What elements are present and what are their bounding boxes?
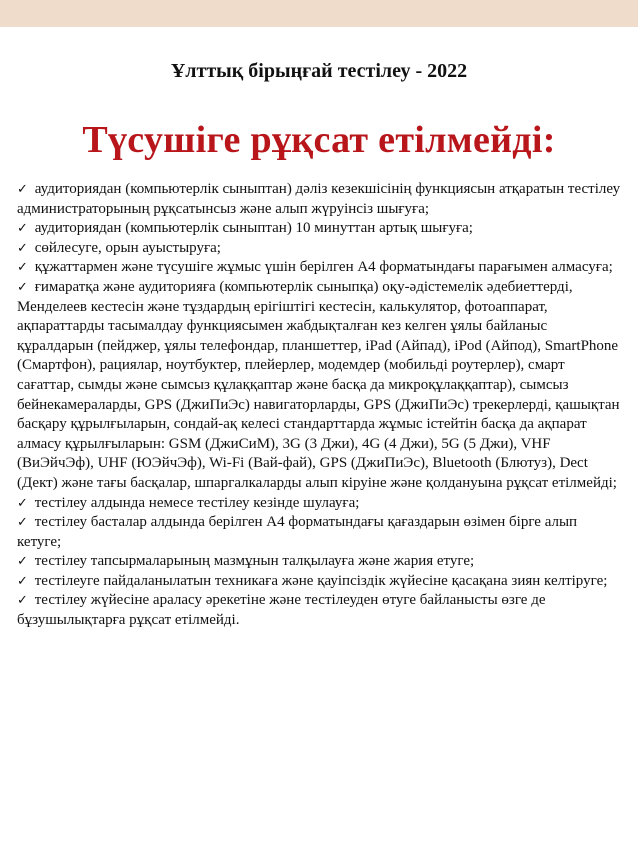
rule-item bbox=[17, 552, 625, 572]
check-mark-icon: ✓ bbox=[17, 279, 28, 295]
rule-text: тестілеу алдында немесе тестілеу кезінде шулауға; bbox=[34, 494, 360, 511]
check-mark-icon: ✓ bbox=[17, 182, 28, 197]
rule-item bbox=[17, 513, 625, 552]
check-mark-icon: ✓ bbox=[17, 260, 28, 276]
rule-item bbox=[17, 239, 625, 259]
rule-text: аудиториядан (компьютерлік сыныптан) дәліз кезекшісінің функциясын атқаратын тестілеу администраторының рұқсатынсыз және алып жүруінсіз шығуға; bbox=[17, 181, 621, 217]
rule-text: тестілеу тапсырмаларының мазмұнын талқылауға және жария етуге; bbox=[34, 553, 475, 570]
rule-item bbox=[17, 278, 625, 494]
rule-item bbox=[17, 180, 625, 219]
rule-text: тестілеу жүйесіне араласу әрекетіне және тестілеуден өтуге байланысты өзге де бұзушылықтарға рұқсат етілмейді. bbox=[17, 592, 546, 629]
rule-item bbox=[17, 572, 625, 592]
rule-text: құжаттармен және түсушіге жұмыс үшін берілген А4 форматындағы парағымен алмасуға; bbox=[34, 259, 613, 276]
check-mark-icon: ✓ bbox=[17, 495, 28, 511]
check-mark-icon: ✓ bbox=[17, 573, 28, 589]
rule-text: тестілеу басталар алдында берілген А4 форматындағы қағаздарын өзімен бірге алып кетуге; bbox=[17, 514, 578, 550]
rule-text: аудиториядан (компьютерлік сыныптан) 10 минуттан артық шығуға; bbox=[34, 220, 473, 237]
rule-item bbox=[17, 591, 625, 630]
rule-item bbox=[17, 219, 625, 239]
check-mark-icon: ✓ bbox=[17, 554, 28, 570]
check-mark-icon: ✓ bbox=[17, 221, 28, 237]
page-subtitle: Ұлттық бірыңғай тестілеу - 2022 bbox=[170, 60, 468, 82]
rule-item bbox=[17, 494, 625, 514]
check-mark-icon: ✓ bbox=[17, 240, 28, 256]
rule-text: тестілеуге пайдаланылатын техникаға және қауіпсіздік жүйесіне қасақана зиян келтіруге; bbox=[34, 572, 608, 589]
check-mark-icon: ✓ bbox=[17, 515, 28, 531]
top-decorative-band bbox=[0, 0, 638, 27]
rules-list bbox=[17, 180, 625, 631]
rule-text: сөйлесуге, орын ауыстыруға; bbox=[34, 239, 221, 256]
rule-item bbox=[17, 258, 625, 278]
rule-text: ғимаратқа және аудиторияға (компьютерлік сыныпқа) оқу-әдістемелік әдебиеттерді, Менделеев кестесін және тұздардың ерігіштігі кестесін, калькулятор, фотоаппарат, ақпараттарды тасымалдау функциясымен жабдықталған кез келген ұялы байланыс құралдарын (пейджер, ұялы телефондар, планшеттер, iPad (Айпад), iPod (Айпод), SmartPhone (Смартфон), рациялар, ноутбуктер, плейерлер, модемдер (мобильді роутерлер), смарт сағаттар, сымды және сымсыз құлаққаптар және басқа да микроқұлаққаптар), сымсыз бейнекамераларды, GPS (ДжиПиЭс) навигаторларды, GPS (ДжиПиЭс) трекерлерді, қашықтан басқару құрылғыларын, сондай-ақ келесі стандарттарда жұмыс істейтін басқа да ақпарат алмасу құрылғыларын: GSM (ДжиСиМ), 3G (3 Джи), 4G (4 Джи), 5G (5 Джи), VHF (ВиЭйчЭф), UHF (ЮЭйчЭф), Wi-Fi (Вай-фай), GPS (ДжиПиЭс), Bluetooth (Блютуз), Dect (Дект) және тағы басқалар, шпаргалкаларды алып кіруіне және қолдануына рұқсат етілмейді; bbox=[17, 278, 620, 491]
check-mark-icon: ✓ bbox=[17, 593, 28, 609]
page-title: Түсушіге рұқсат етілмейді: bbox=[82, 119, 556, 161]
